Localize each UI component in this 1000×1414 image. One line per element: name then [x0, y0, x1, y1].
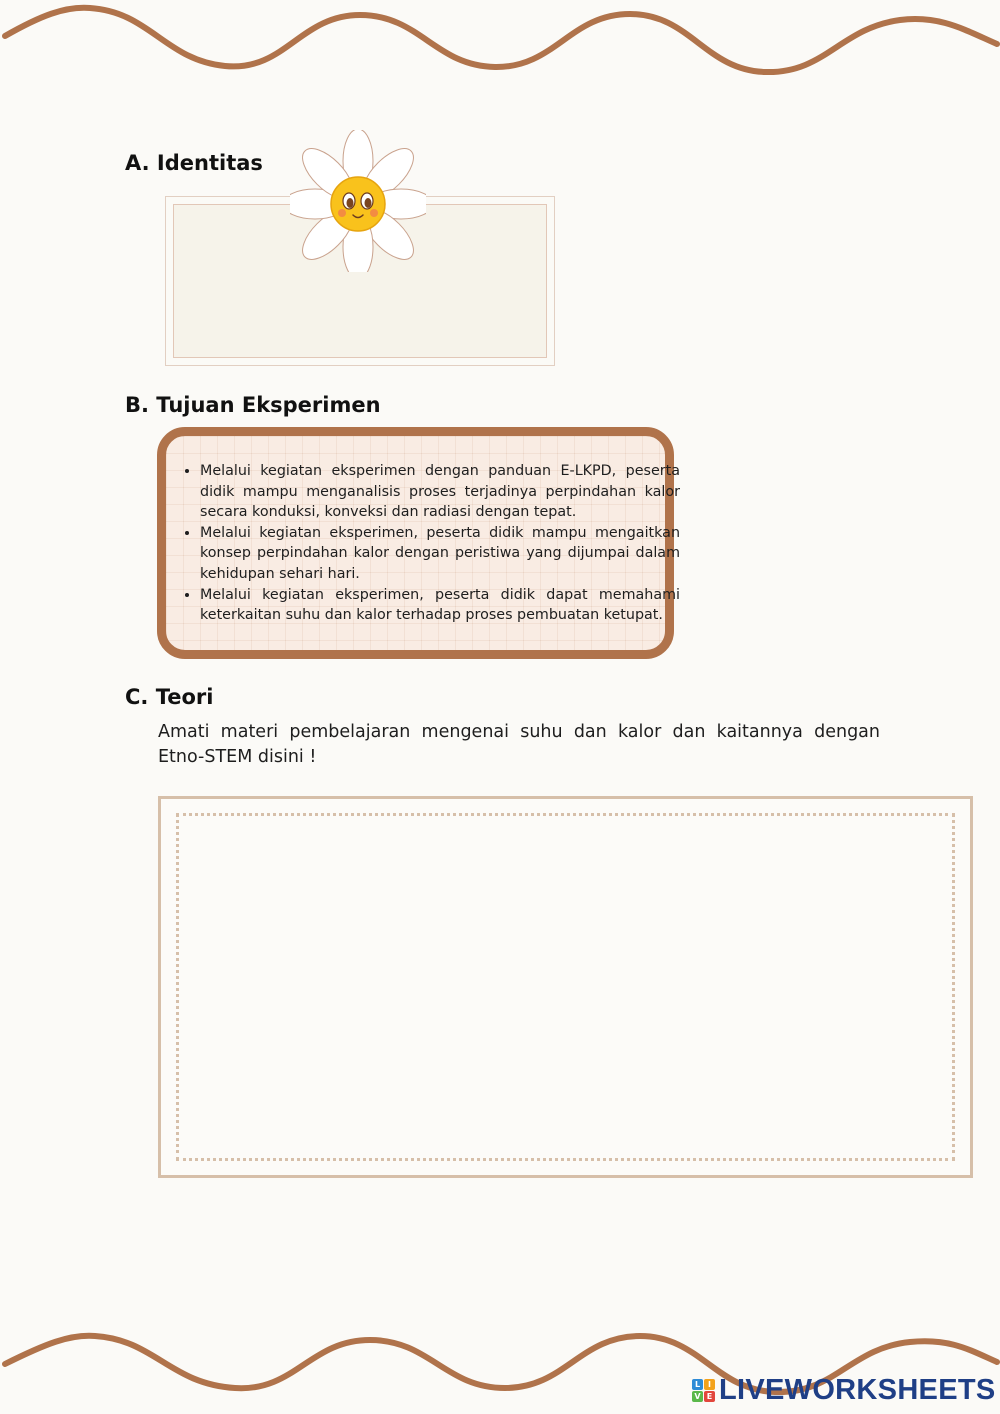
- flower-icon: [290, 130, 426, 272]
- goal-item: • Melalui kegiatan eksperimen dengan panduan E-LKPD, peserta didik mampu menganalisis proses terjadinya perpindahan kalor secara konduksi, konveksi dan radiasi dengan tepat.: [200, 461, 680, 523]
- liveworksheets-logo-icon: L I V E: [692, 1379, 715, 1402]
- goal-item: • Melalui kegiatan eksperimen, peserta didik dapat memahami keterkaitan suhu dan kalor terhadap proses pembuatan ketupat.: [200, 585, 680, 626]
- section-b-heading: B. Tujuan Eksperimen: [125, 393, 381, 417]
- brand-text: LIVEWORKSHEETS: [719, 1373, 996, 1406]
- goals-list: [182, 461, 680, 626]
- top-wave-border-icon: [0, 0, 1000, 90]
- theory-content-box: [158, 796, 973, 1178]
- goals-box: [157, 427, 680, 659]
- theory-embed-area[interactable]: [176, 813, 955, 1161]
- section-a-heading: A. Identitas: [125, 151, 263, 175]
- liveworksheets-watermark: [692, 1373, 996, 1407]
- section-c-heading: C. Teori: [125, 685, 214, 709]
- theory-instruction: Amati materi pembelajaran mengenai suhu dan kalor dan kaitannya dengan Etno-STEM disini !: [158, 722, 880, 767]
- goal-item: • Melalui kegiatan eksperimen, peserta didik mampu mengaitkan konsep perpindahan kalor dengan peristiwa yang dijumpai dalam kehidupan sehari hari.: [200, 523, 680, 585]
